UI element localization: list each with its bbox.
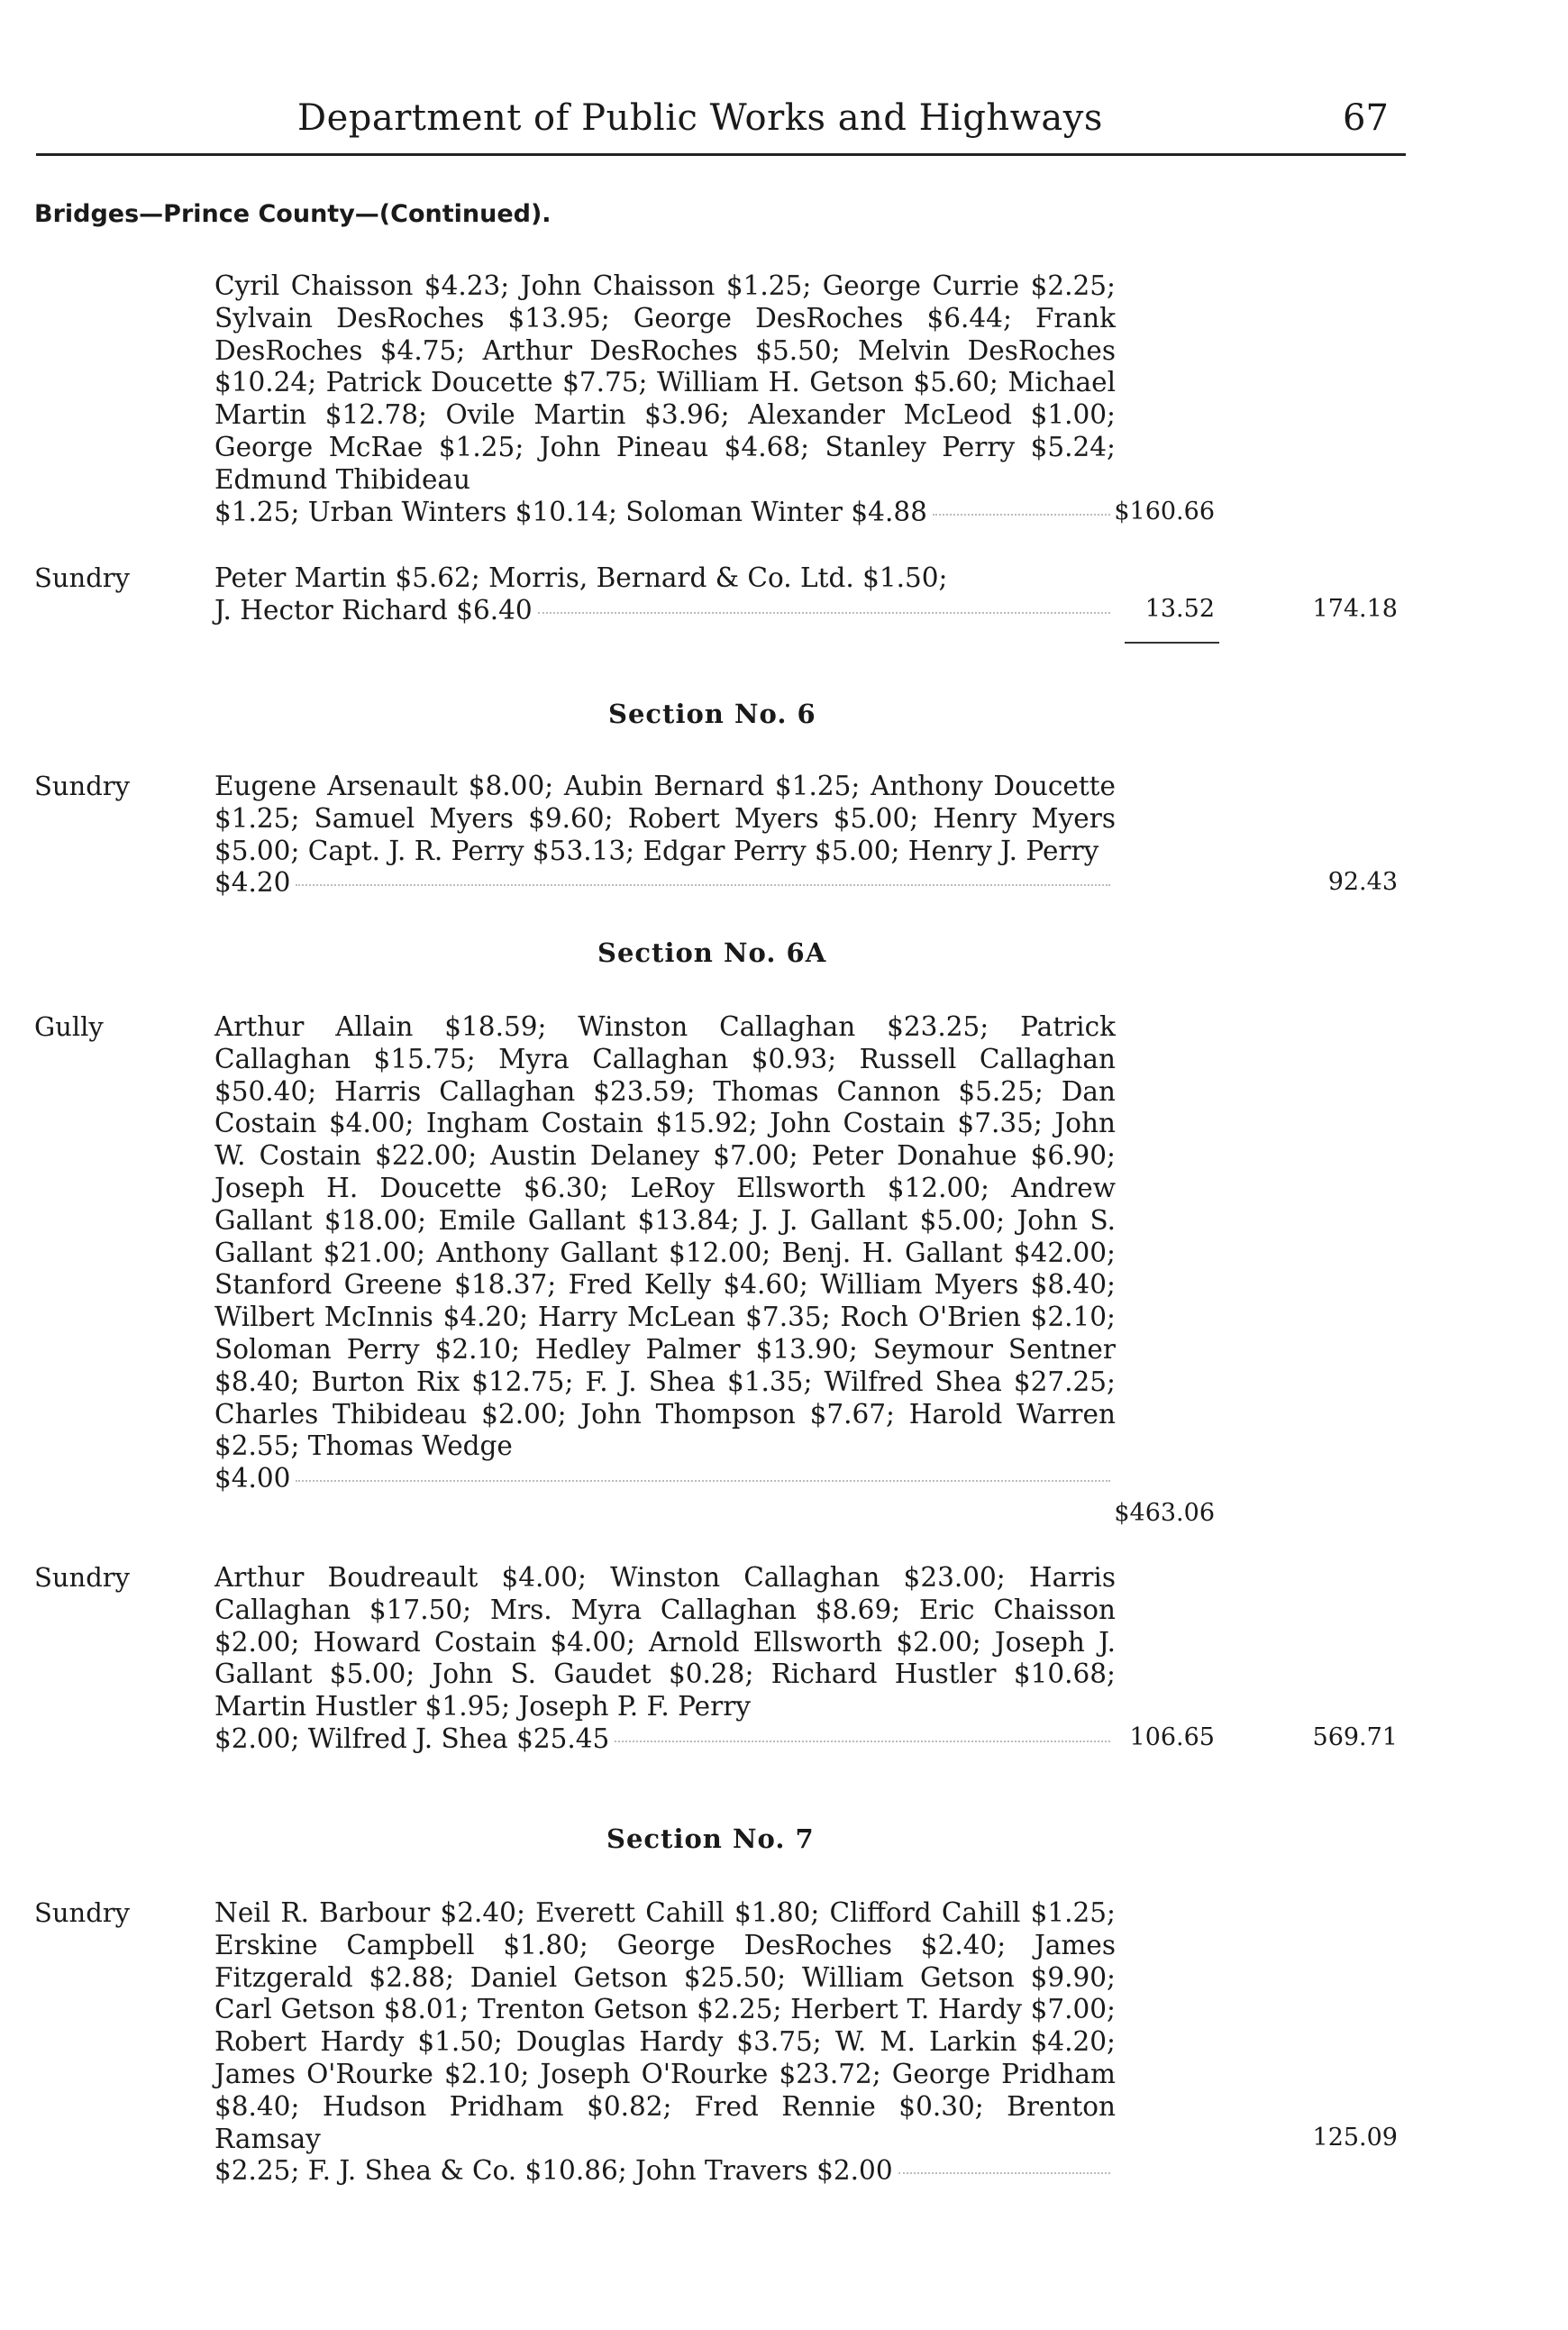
- entry-text: Arthur Allain $18.59; Winston Callaghan $23.25; Patrick Callaghan $15.75; Myra Callaghan $0.93; Russell Callaghan $50.40; Harris Callaghan $23.59; Thomas Cannon $5.25; Dan Costain $4.00; Ingham Costain $15.92; John Costain $7.35; John W. Costain $22.00; Austin Delaney $7.00; Peter Donahue $6.90; Joseph H. Doucette $6.30; LeRoy Ellsworth $12.00; Andrew Gallant $18.00; Emile Gallant $13.84; J. J. Gallant $5.00; John S. Gallant $21.00; Anthony Gallant $12.00; Benj. H. Gallant $42.00; Stanford Greene $18.37; Fred Kelly $4.60; William Myers $8.40; Wilbert McInnis $4.20; Harry McLean $7.35; Roch O'Brien $2.10; Soloman Perry $2.10; Hedley Palmer $13.90; Seymour Sentner $8.40; Burton Rix $12.75; F. J. Shea $1.35; Wilfred Shea $27.25; Charles Thibideau $2.00; John Thompson $7.67; Harold Warren $2.55; Thomas Wedge $4.00: [214, 1011, 1116, 1494]
- entry-label: Sundry: [34, 1897, 131, 1928]
- entry-total: 92.43: [1327, 868, 1398, 896]
- entry-label: Sundry: [34, 1562, 131, 1593]
- entry-amount: $160.66: [1114, 498, 1215, 525]
- page-number: 67: [1343, 97, 1389, 139]
- section-number-heading: Section No. 6: [608, 699, 816, 729]
- entry-amount: 106.65: [1129, 1723, 1215, 1751]
- total-rule: [1125, 642, 1219, 644]
- entry-label: Sundry: [34, 562, 131, 593]
- entry-total: 569.71: [1312, 1723, 1398, 1751]
- entry-total: 174.18: [1312, 595, 1398, 623]
- section-number-heading: Section No. 7: [606, 1823, 815, 1854]
- entry-text: Peter Martin $5.62; Morris, Bernard & Co. Ltd. $1.50; J. Hector Richard $6.40: [214, 562, 1116, 627]
- header-rule: [36, 153, 1406, 156]
- entry-label: Gully: [34, 1011, 104, 1042]
- entry-amount: 13.52: [1144, 595, 1215, 623]
- entry-amount: $463.06: [1114, 1499, 1215, 1527]
- entry-text: Cyril Chaisson $4.23; John Chaisson $1.25; George Currie $2.25; Sylvain DesRoches $13.95; George DesRoches $6.44; Frank DesRoches $4.75; Arthur DesRoches $5.50; Melvin DesRoches $10.24; Patrick Doucette $7.75; William H. Getson $5.60; Michael Martin $12.78; Ovile Martin $3.96; Alexander McLeod $1.00; George McRae $1.25; John Pineau $4.68; Stanley Perry $5.24; Edmund Thibideau $1.25; Urban Winters $10.14; Soloman Winter $4.88: [214, 270, 1116, 527]
- entry-label: Sundry: [34, 771, 131, 801]
- section-heading: Bridges—Prince County—(Continued).: [34, 200, 552, 228]
- page-header-title: Department of Public Works and Highways: [297, 97, 1103, 139]
- entry-total: 125.09: [1312, 2124, 1398, 2152]
- entry-text: Neil R. Barbour $2.40; Everett Cahill $1.80; Clifford Cahill $1.25; Erskine Campbell $1.80; George DesRoches $2.40; James Fitzgerald $2.88; Daniel Getson $25.50; William Getson $9.90; Carl Getson $8.01; Trenton Getson $2.25; Herbert T. Hardy $7.00; Robert Hardy $1.50; Douglas Hardy $3.75; W. M. Larkin $4.20; James O'Rourke $2.10; Joseph O'Rourke $23.72; George Pridham $8.40; Hudson Pridham $0.82; Fred Rennie $0.30; Brenton Ramsay $2.25; F. J. Shea & Co. $10.86; John Travers $2.00: [214, 1897, 1116, 2187]
- section-number-heading: Section No. 6A: [597, 937, 827, 968]
- entry-text: Arthur Boudreault $4.00; Winston Callaghan $23.00; Harris Callaghan $17.50; Mrs. Myra Callaghan $8.69; Eric Chaisson $2.00; Howard Costain $4.00; Arnold Ellsworth $2.00; Joseph J. Gallant $5.00; John S. Gaudet $0.28; Richard Hustler $10.68; Martin Hustler $1.95; Joseph P. F. Perry $2.00; Wilfred J. Shea $25.45: [214, 1562, 1116, 1754]
- entry-text: Eugene Arsenault $8.00; Aubin Bernard $1.25; Anthony Doucette $1.25; Samuel Myers $9.60; Robert Myers $5.00; Henry Myers $5.00; Capt. J. R. Perry $53.13; Edgar Perry $5.00; Henry J. Perry $4.20: [214, 771, 1116, 899]
